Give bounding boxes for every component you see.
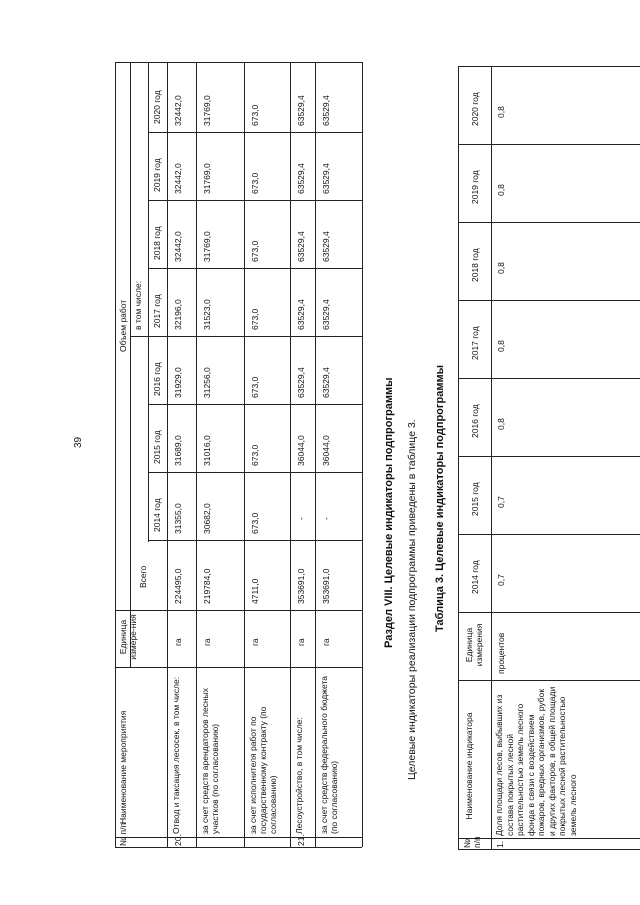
row-value: 673,0	[250, 172, 260, 194]
row-separator	[315, 62, 316, 847]
row-value: 0,8	[496, 418, 506, 430]
row-total: 353691,0	[321, 568, 331, 604]
row-value: 31689,0	[173, 435, 183, 466]
row-value: 0,8	[496, 262, 506, 274]
row-num: 20.	[173, 834, 183, 846]
row-total: 4711,0	[250, 578, 260, 604]
table-heading: Таблица 3. Целевые индикаторы подпрограммы	[434, 365, 446, 632]
row-unit: га	[202, 638, 212, 646]
row-value: 673,0	[250, 376, 260, 398]
row-value: 63529,4	[296, 367, 306, 398]
row-value: 31256,0	[202, 367, 212, 398]
row-separator	[491, 66, 492, 849]
col-separator	[458, 680, 640, 681]
header-sub-separator	[148, 62, 149, 542]
row-value: 31769,0	[202, 163, 212, 194]
row-unit: га	[173, 638, 183, 646]
row-num: 1.	[495, 840, 505, 848]
section-heading: Раздел VIII. Целевые индикаторы подпрограммы	[383, 377, 395, 648]
row-value: 63529,4	[321, 231, 331, 262]
row-value: 32442,0	[173, 95, 183, 126]
row-name: за счет исполнителя работ по государственному контракту (по согласованию)	[248, 706, 278, 834]
header-volume: Объем работ	[118, 299, 128, 352]
header-year: 2018 год	[470, 248, 480, 282]
col-separator	[458, 612, 640, 613]
header-num: № п/п	[462, 836, 482, 848]
row-name: Доля площади лесов, выбывших из состава покрытых лесной растительностью земель лесного фонда в связи с воздействием пожаров, вредных организмов, рубок и других факторов, в общей площади покрытых лесной растительностью земель лесного	[494, 686, 578, 836]
header-year: 2019 год	[470, 170, 480, 204]
row-value: 0,8	[496, 184, 506, 196]
row-value: 63529,4	[321, 299, 331, 330]
col-separator	[115, 610, 362, 611]
row-separator	[290, 62, 291, 847]
header-num: № п/п	[118, 822, 128, 846]
col-separator	[130, 336, 362, 337]
col-separator	[458, 222, 640, 223]
row-value: 63529,4	[296, 231, 306, 262]
row-unit: га	[321, 638, 331, 646]
row-value: 673,0	[250, 512, 260, 534]
col-separator	[148, 268, 362, 269]
row-value: 36044,0	[321, 435, 331, 466]
header-unit: Единица измерения	[464, 623, 484, 667]
row-total: 353691,0	[296, 568, 306, 604]
col-separator	[458, 144, 640, 145]
col-separator	[148, 200, 362, 201]
page-number: 39	[73, 436, 84, 448]
header-year: 2018 год	[152, 226, 162, 260]
row-value: 673,0	[250, 104, 260, 126]
table-border	[458, 66, 640, 67]
row-value: 63529,4	[321, 95, 331, 126]
col-separator	[115, 837, 362, 838]
header-year: 2015 год	[470, 482, 480, 516]
col-separator	[148, 540, 362, 541]
row-value: 31355,0	[173, 503, 183, 534]
row-name: за счет средств федерального бюджета (по согласованию)	[319, 676, 339, 834]
row-value: 32442,0	[173, 231, 183, 262]
table-border	[458, 66, 459, 849]
row-value: 0,8	[496, 106, 506, 118]
row-separator	[196, 62, 197, 847]
header-year: 2017 год	[470, 326, 480, 360]
header-unit: Единица измере-ния	[118, 614, 138, 660]
table-border	[115, 847, 362, 848]
col-separator	[458, 378, 640, 379]
col-separator	[458, 300, 640, 301]
header-year: 2014 год	[152, 498, 162, 532]
row-name: Лесоустройство, в том числе:	[294, 717, 304, 834]
header-name: Наименование индикатора	[464, 712, 474, 820]
intro-paragraph: Целевые индикаторы реализации подпрограммы приведены в таблице 3.	[406, 419, 418, 780]
row-value: -	[296, 517, 306, 520]
row-value: 63529,4	[296, 163, 306, 194]
header-year: 2014 год	[470, 560, 480, 594]
row-value: 32442,0	[173, 163, 183, 194]
col-separator	[148, 132, 362, 133]
row-num: 21.	[296, 834, 306, 846]
header-year: 2015 год	[152, 430, 162, 464]
row-value: 0,7	[496, 574, 506, 586]
row-unit: процентов	[496, 632, 506, 674]
header-year: 2017 год	[152, 294, 162, 328]
row-value: 31769,0	[202, 231, 212, 262]
row-separator	[167, 62, 168, 847]
table-border	[362, 62, 363, 847]
header-year: 2016 год	[470, 404, 480, 438]
row-value: 31769,0	[202, 95, 212, 126]
row-value: 673,0	[250, 444, 260, 466]
row-name: Отвод и таксация лесосек, в том числе:	[171, 676, 181, 834]
row-value: 30682,0	[202, 503, 212, 534]
header-year: 2020 год	[470, 92, 480, 126]
row-value: 63529,4	[321, 163, 331, 194]
header-name: Наименование мероприятия	[118, 710, 128, 824]
row-value: 31523,0	[202, 299, 212, 330]
row-unit: га	[296, 638, 306, 646]
row-separator	[244, 62, 245, 847]
row-value: 63529,4	[296, 299, 306, 330]
row-value: 0,7	[496, 496, 506, 508]
table-border	[115, 62, 362, 63]
row-value: 63529,4	[321, 367, 331, 398]
col-separator	[458, 838, 640, 839]
header-year: 2020 год	[152, 90, 162, 124]
row-total: 224495,0	[173, 568, 183, 604]
col-separator	[148, 472, 362, 473]
header-year: 2019 год	[152, 158, 162, 192]
header-year: 2016 год	[152, 362, 162, 396]
row-value: -	[321, 517, 331, 520]
table-border	[458, 849, 640, 850]
row-value: 673,0	[250, 308, 260, 330]
row-value: 32196,0	[173, 299, 183, 330]
row-total: 219784,0	[202, 568, 212, 604]
row-value: 0,8	[496, 340, 506, 352]
row-name: за счет средств арендаторов лесных участков (по согласованию)	[200, 688, 220, 834]
col-separator	[458, 534, 640, 535]
header-sub-separator	[130, 62, 131, 667]
header-total: Всего	[138, 565, 148, 588]
row-value: 31929,0	[173, 367, 183, 398]
table-border	[115, 62, 116, 847]
row-value: 673,0	[250, 240, 260, 262]
col-separator	[458, 456, 640, 457]
row-unit: га	[250, 638, 260, 646]
row-value: 63529,4	[296, 95, 306, 126]
col-separator	[148, 404, 362, 405]
row-value: 36044,0	[296, 435, 306, 466]
header-incl: в том числе:	[133, 280, 143, 330]
row-value: 31016,0	[202, 435, 212, 466]
